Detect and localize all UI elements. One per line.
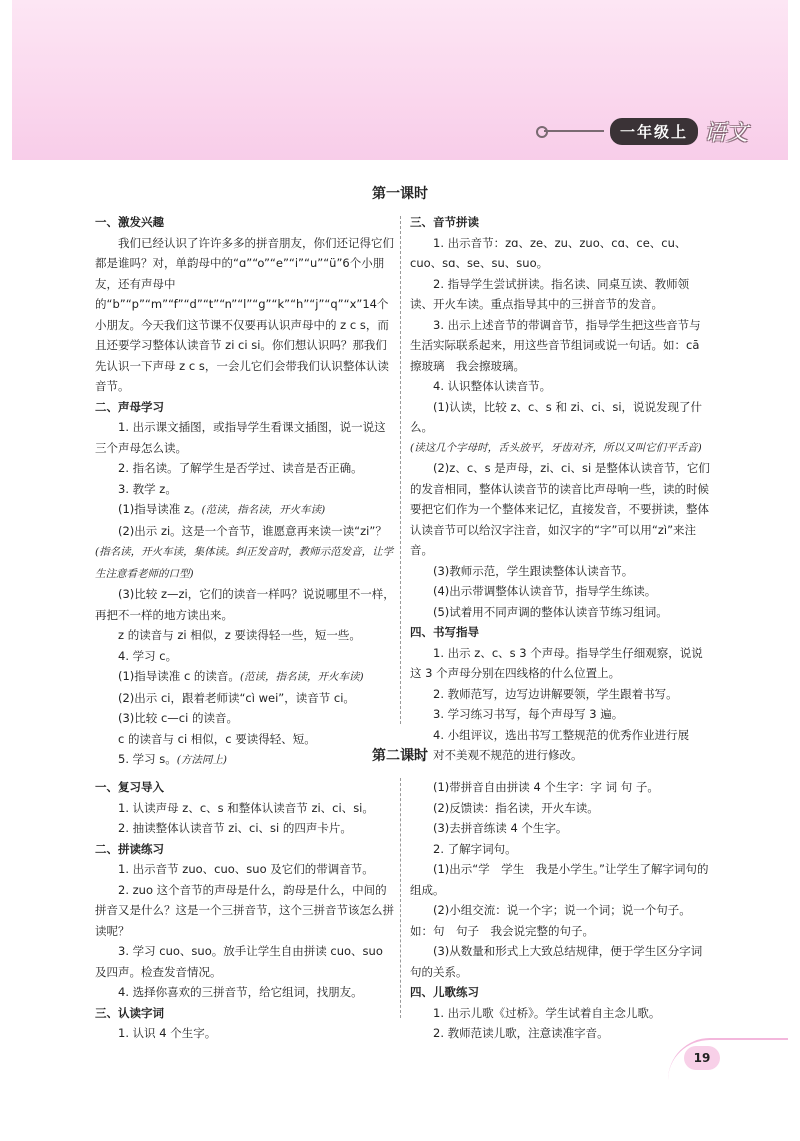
subject-label: 语文 bbox=[703, 120, 748, 146]
paragraph-text: 1. 认读声母 z、c、s 和整体认读音节 zi、ci、si。 bbox=[118, 800, 374, 815]
paragraph bbox=[410, 900, 710, 941]
paragraph-text: (2)z、c、s 是声母，zi、ci、si 是整体认读音节，它们的发音相同，整体认读音节的读音比声母响一些，读的时候要把它们作为一个整体来记忆，直接发音，不要拼读，整体认读音节可以给汉字注音，如汉字的“字”可以用“zì”来注音。 bbox=[410, 461, 710, 557]
paragraph-text: 2. 了解字词句。 bbox=[433, 841, 517, 856]
paragraph bbox=[95, 458, 395, 479]
paragraph-text: 我们已经认识了许许多多的拼音朋友，你们还记得它们都是谁吗？对，单韵母中的“ɑ”“o”“e”“i”“u”“ü”6个小朋友，还有声母中的“b”“p”“m”“f”“d”“t”“n”“l”“g”“k”“h”“j”“q”“x”14个小朋友。今天我们这节课不仅要再认识声母中的 z c s，而且还要学习整体认读音节 zi ci si。你们想认识吗？那我们先认识一下声母 z c s，一会儿它们会带我们认识整体认读音节。 bbox=[95, 235, 394, 393]
paragraph bbox=[410, 561, 710, 582]
header-banner bbox=[12, 0, 788, 160]
section-heading: 一、激发兴趣 bbox=[95, 215, 164, 229]
inline-note: (方法同上) bbox=[176, 754, 227, 766]
paragraph-text: (3)比较 c—ci 的读音。 bbox=[118, 711, 238, 725]
lesson1-title: 第一课时 bbox=[372, 186, 428, 202]
paragraph-text: 3. 出示上述音节的带调音节，指导学生把这些音节与生活实际联系起来，用这些音节组词或说一句话。如：cā 擦玻璃 我会擦玻璃。 bbox=[410, 317, 701, 373]
paragraph-text: 2. zuo 这个音节的声母是什么，韵母是什么，中间的拼音又是什么？这是一个三拼音节，这个三拼音节该怎么拼读呢？ bbox=[95, 882, 394, 938]
paragraph bbox=[410, 704, 710, 725]
paragraph bbox=[410, 818, 710, 839]
paragraph bbox=[410, 941, 710, 982]
paragraph bbox=[410, 1023, 710, 1044]
paragraph-text: (1)认读，比较 z、c、s 和 zi、ci、si，说说发现了什么。 bbox=[410, 399, 703, 434]
inline-note: (指名读，开火车读，集体读。纠正发音时，教师示范发音，让学生注意看老师的口型) bbox=[95, 546, 394, 580]
paragraph bbox=[95, 859, 395, 880]
paragraph-text: (3)从数量和形式上大致总结规律，便于学生区分字词句的关系。 bbox=[410, 944, 703, 979]
page-number: 19 bbox=[684, 1046, 720, 1070]
paragraph-text: 1. 认识 4 个生字。 bbox=[118, 1026, 217, 1040]
paragraph-text: (2)小组交流：说一个字；说一个词；说一个句子。如：句 句子 我会说完整的句子。 bbox=[410, 903, 691, 938]
paragraph-text: (3)比较 z—zi，它们的读音一样吗？说说哪里不一样，再把不一样的地方读出来。 bbox=[95, 587, 395, 622]
paragraph-text: 3. 教学 z。 bbox=[118, 481, 177, 496]
paragraph bbox=[95, 982, 395, 1003]
paragraph-text: 2. 教师范读儿歌，注意读准字音。 bbox=[433, 1026, 609, 1040]
paragraph-text: 1. 出示音节：zɑ、ze、zu、zuo、cɑ、ce、cu、cuo、sɑ、se、su、suo。 bbox=[410, 235, 687, 270]
paragraph-text: 4. 学习 c。 bbox=[118, 648, 178, 663]
paragraph-text: 1. 出示音节 zuo、cuo、suo 及它们的带调音节。 bbox=[118, 862, 374, 876]
paragraph-text: (2)出示 zi。这是一个音节，谁愿意再来读一读“zi”？ bbox=[118, 523, 387, 538]
paragraph-text: 4. 选择你喜欢的三拼音节，给它组词，找朋友。 bbox=[118, 985, 363, 999]
paragraph-text: 3. 学习练习书写，每个声母写 3 遍。 bbox=[433, 707, 624, 721]
paragraph bbox=[95, 584, 395, 625]
paragraph bbox=[410, 859, 710, 900]
paragraph bbox=[95, 479, 395, 500]
grade-badge-group bbox=[544, 118, 748, 144]
inline-note: (范读，指名读，开火车读) bbox=[201, 504, 326, 516]
paragraph-text: 4. 认识整体认读音节。 bbox=[433, 379, 552, 393]
paragraph bbox=[410, 602, 710, 623]
paragraph bbox=[410, 798, 710, 819]
paragraph bbox=[95, 818, 395, 839]
paragraph bbox=[95, 646, 395, 667]
paragraph bbox=[410, 581, 710, 602]
column-divider-2 bbox=[400, 778, 401, 1018]
lesson2-right-column bbox=[410, 777, 710, 1044]
paragraph bbox=[410, 397, 710, 438]
section-heading: 四、书写指导 bbox=[410, 625, 479, 639]
paragraph bbox=[410, 643, 710, 684]
section-heading: 二、拼读练习 bbox=[95, 841, 164, 856]
paragraph-text: (3)教师示范，学生跟读整体认读音节。 bbox=[433, 563, 634, 578]
decorative-line-icon bbox=[544, 130, 604, 132]
paragraph bbox=[410, 233, 710, 274]
paragraph bbox=[410, 376, 710, 397]
paragraph-text: 1. 出示课文插图，或指导学生看课文插图，说一说这三个声母怎么读。 bbox=[95, 420, 386, 455]
paragraph bbox=[95, 499, 395, 521]
paragraph-text: (1)指导读准 c 的读音。 bbox=[118, 669, 240, 683]
paragraph bbox=[95, 1023, 395, 1044]
section-heading: 三、认读字词 bbox=[95, 1005, 164, 1020]
lesson2-left-column bbox=[95, 777, 395, 1044]
paragraph bbox=[410, 839, 710, 860]
paragraph-text: (3)去拼音练读 4 个生字。 bbox=[433, 821, 568, 835]
paragraph-text: 4. 小组评议，选出书写工整规范的优秀作业进行展示，对不美观不规范的进行修改。 bbox=[410, 727, 690, 762]
grade-label: 一年级上 bbox=[610, 118, 698, 145]
paragraph bbox=[410, 274, 710, 315]
paragraph-text: 2. 指导学生尝试拼读。指名读、同桌互读、教师领读、开火车读。重点指导其中的三拼音节的发音。 bbox=[410, 276, 690, 311]
section-heading: 一、复习导入 bbox=[95, 780, 164, 794]
paragraph bbox=[95, 233, 395, 397]
paragraph bbox=[410, 684, 710, 705]
paragraph-text: (2)反馈读：指名读，开火车读。 bbox=[433, 800, 599, 815]
paragraph bbox=[95, 708, 395, 729]
teaching-note: (读这几个字母时，舌头放平，牙齿对齐，所以又叫它们平舌音) bbox=[410, 441, 702, 454]
paragraph-text: 3. 学习 cuo、suo。放手让学生自由拼读 cuo、suo 及四声。检查发音情况。 bbox=[95, 944, 383, 979]
paragraph bbox=[95, 625, 395, 646]
paragraph bbox=[95, 798, 395, 819]
paragraph-text: 2. 指名读。了解学生是否学过、读音是否正确。 bbox=[118, 461, 363, 475]
paragraph bbox=[95, 417, 395, 458]
section-heading: 二、声母学习 bbox=[95, 399, 164, 414]
lesson1-right-column bbox=[410, 212, 710, 766]
paragraph-text: (4)出示带调整体认读音节，指导学生练读。 bbox=[433, 584, 657, 598]
paragraph bbox=[410, 1003, 710, 1024]
paragraph-text: (1)指导读准 z。 bbox=[118, 502, 202, 516]
paragraph bbox=[410, 777, 710, 798]
paragraph-text: 1. 出示 z、c、s 3 个声母。指导学生仔细观察，说说这 3 个声母分别在四线格的什么位置上。 bbox=[410, 645, 703, 680]
paragraph-text: z 的读音与 zi 相似，z 要读得轻一些，短一些。 bbox=[118, 628, 361, 642]
paragraph bbox=[95, 521, 395, 585]
inline-note: (范读，指名读，开火车读) bbox=[239, 671, 364, 683]
paragraph-text: (2)出示 ci，跟着老师读“cì wei”，读音节 ci。 bbox=[118, 690, 355, 705]
paragraph bbox=[410, 458, 710, 561]
lesson1-left-column bbox=[95, 212, 395, 771]
column-divider-1 bbox=[400, 216, 401, 724]
paragraph bbox=[95, 666, 395, 688]
paragraph-text: 5. 学习 s。 bbox=[118, 752, 177, 766]
paragraph-text: (5)试着用不同声调的整体认读音节练习组词。 bbox=[433, 604, 668, 619]
section-heading: 三、音节拼读 bbox=[410, 215, 479, 229]
paragraph-text: c 的读音与 ci 相似，c 要读得轻、短。 bbox=[118, 731, 316, 746]
paragraph bbox=[95, 880, 395, 942]
paragraph bbox=[95, 688, 395, 709]
section-heading: 四、儿歌练习 bbox=[410, 985, 479, 999]
paragraph bbox=[95, 941, 395, 982]
lesson2-title: 第二课时 bbox=[372, 748, 428, 764]
paragraph-text: (1)出示“学 学生 我是小学生。”让学生了解字词句的组成。 bbox=[410, 862, 709, 897]
paragraph-text: (1)带拼音自由拼读 4 个生字：字 词 句 子。 bbox=[433, 780, 659, 794]
paragraph-text: 2. 教师范写，边写边讲解要领，学生跟着书写。 bbox=[433, 686, 678, 701]
paragraph bbox=[410, 315, 710, 377]
paragraph-text: 1. 出示儿歌《过桥》。学生试着自主念儿歌。 bbox=[433, 1005, 661, 1020]
paragraph-text: 2. 抽读整体认读音节 zi、ci、si 的四声卡片。 bbox=[118, 821, 352, 835]
